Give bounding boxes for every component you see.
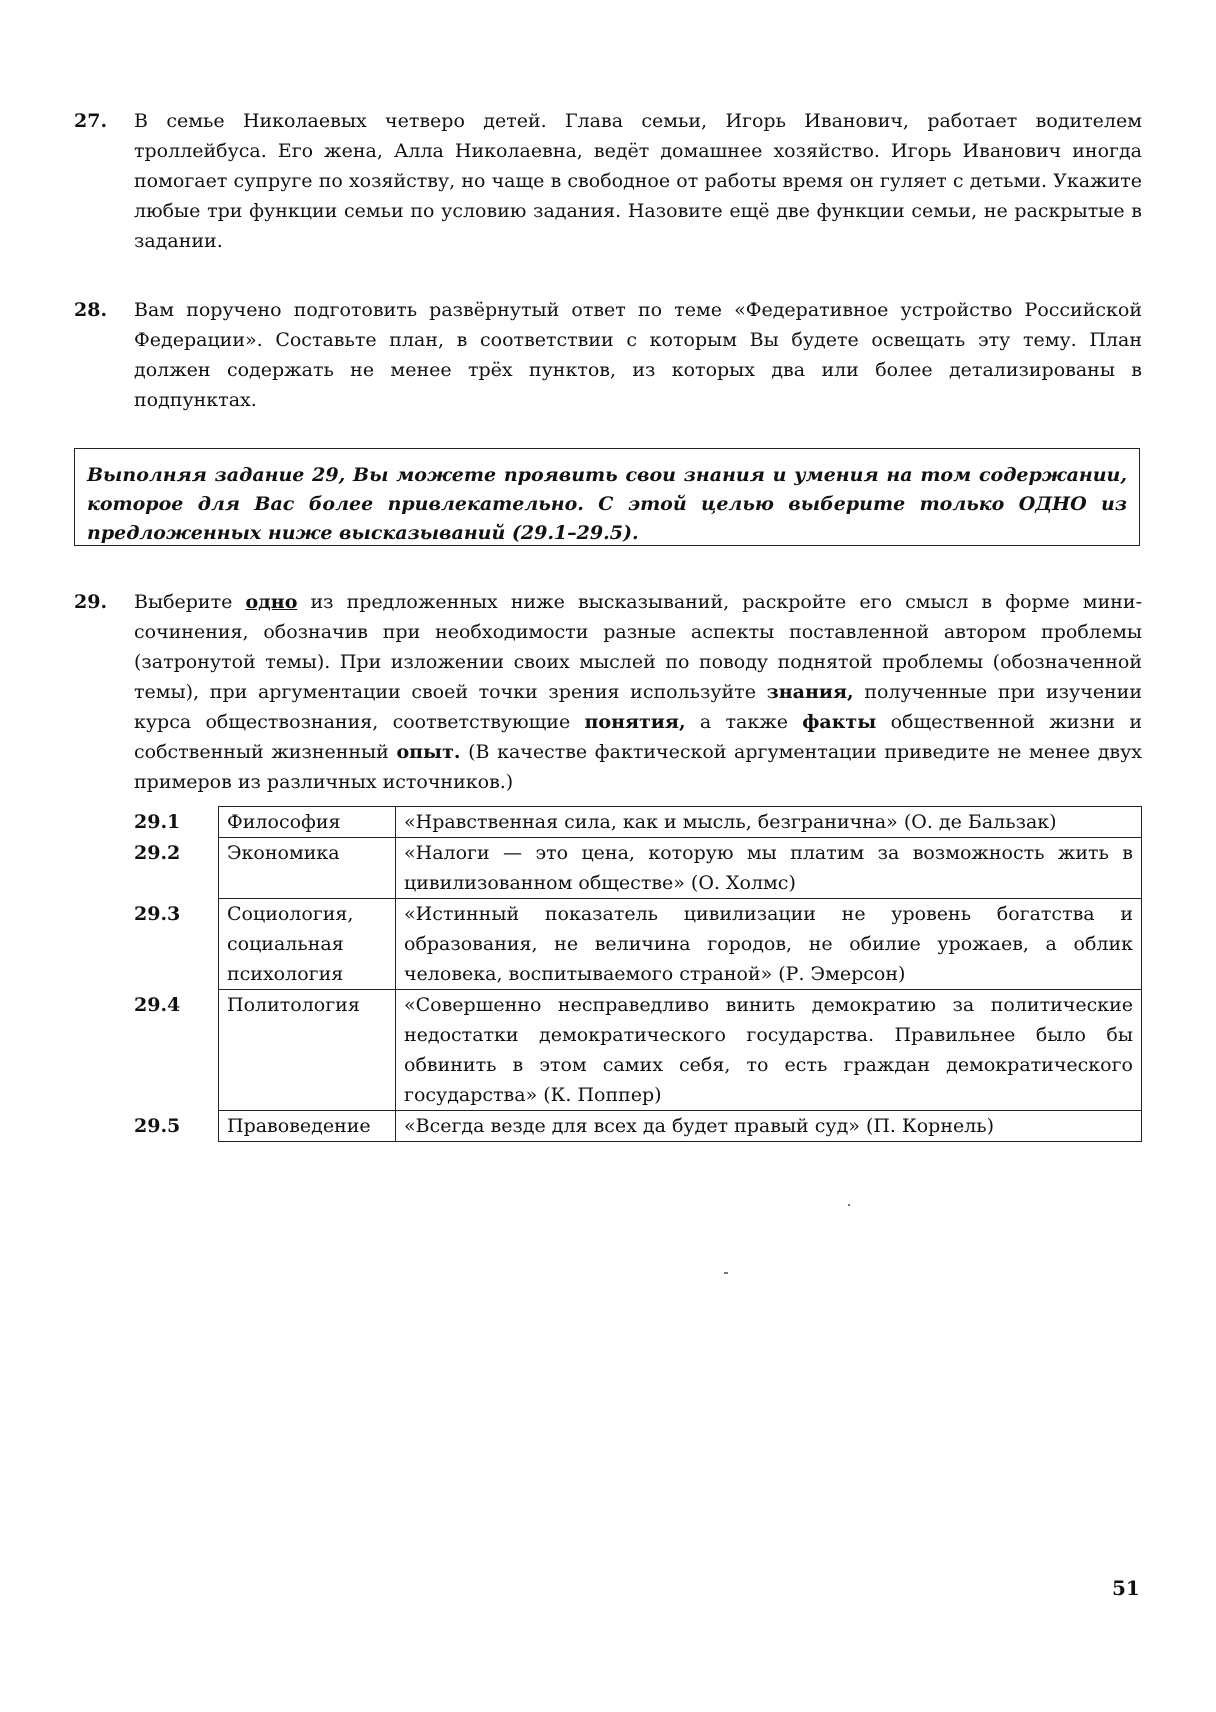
scan-speck bbox=[848, 1204, 850, 1206]
emphasis-facts: факты bbox=[802, 711, 877, 733]
task-28-number: 28. bbox=[74, 299, 108, 321]
instruction-text: Выполняя задание 29, Вы можете проявить свои знания и умения на том содержании, которое для Вас более привлекательно. С этой целью выберите только ОДНО из предложенных ниже высказываний (29.1–29.5). bbox=[87, 464, 1127, 544]
task-29 bbox=[74, 587, 1142, 797]
topic-quote: «Совершенно несправедливо винить демократию за политические недостатки демократического государства. Правильнее было бы обвинить в этом самих себя, то есть граждан демократического государства» (К. Поппер) bbox=[396, 990, 1142, 1111]
scan-speck bbox=[724, 1272, 728, 1274]
emphasis-knowledge: знания, bbox=[766, 681, 854, 703]
task-29-text: Выберите одно из предложенных ниже высказываний, раскройте его смысл в форме мини-сочинения, обозначив при необходимости разные аспекты поставленной автором проблемы (затронутой темы). При изложении своих мыслей по поводу поднятой проблемы (обозначенной темы), при аргументации своей точки зрения используйте знания, полученные при изучении курса обществознания, соответствующие понятия, а также факты общественной жизни и собственный жизненный опыт. (В качестве фактической аргументации приведите не менее двух примеров из различных источников.) bbox=[134, 591, 1143, 793]
task-27 bbox=[74, 106, 1142, 256]
topic-subject: Философия bbox=[219, 807, 396, 838]
topic-row bbox=[124, 899, 1142, 990]
topic-quote: «Налоги — это цена, которую мы платим за возможность жить в цивилизованном обществе» (О. Холмс) bbox=[396, 838, 1142, 899]
topics-table bbox=[124, 806, 1142, 1142]
task-28 bbox=[74, 295, 1142, 415]
task-27-text: В семье Николаевых четверо детей. Глава семьи, Игорь Иванович, работает водителем троллейбуса. Его жена, Алла Николаевна, ведёт домашнее хозяйство. Игорь Иванович иногда помогает супруге по хозяйству, но чаще в свободное от работы время он гуляет с детьми. Укажите любые три функции семьи по условию задания. Назовите ещё две функции семьи, не раскрытые в задании. bbox=[134, 110, 1142, 252]
topic-row bbox=[124, 838, 1142, 899]
topic-number: 29.2 bbox=[134, 841, 181, 864]
topic-quote: «Нравственная сила, как и мысль, безгранична» (О. де Бальзак) bbox=[396, 807, 1142, 838]
topic-subject: Социология, социальная психология bbox=[219, 899, 396, 990]
topic-row bbox=[124, 1111, 1142, 1142]
topic-quote: «Всегда везде для всех да будет правый суд» (П. Корнель) bbox=[396, 1111, 1142, 1142]
emphasis-concepts: понятия, bbox=[584, 711, 686, 733]
task-29-number: 29. bbox=[74, 591, 108, 613]
topic-subject: Политология bbox=[219, 990, 396, 1111]
topic-number: 29.1 bbox=[134, 810, 181, 833]
topic-number: 29.5 bbox=[134, 1114, 181, 1137]
topic-row bbox=[124, 807, 1142, 838]
topic-subject: Правоведение bbox=[219, 1111, 396, 1142]
page-number: 51 bbox=[1112, 1576, 1140, 1600]
topic-number: 29.4 bbox=[134, 993, 181, 1016]
instruction-box bbox=[74, 448, 1140, 546]
topic-quote: «Истинный показатель цивилизации не уровень богатства и образования, не величина городов, не обилие урожаев, а облик человека, воспитываемого страной» (Р. Эмерсон) bbox=[396, 899, 1142, 990]
emphasis-experience: опыт. bbox=[396, 741, 461, 763]
topic-number: 29.3 bbox=[134, 902, 181, 925]
task-27-number: 27. bbox=[74, 110, 108, 132]
topic-row bbox=[124, 990, 1142, 1111]
task-28-text: Вам поручено подготовить развёрнутый ответ по теме «Федеративное устройство Российской Федерации». Составьте план, в соответствии с которым Вы будете освещать эту тему. План должен содержать не менее трёх пунктов, из которых два или более детализированы в подпунктах. bbox=[134, 299, 1142, 411]
emphasis-one: одно bbox=[245, 591, 298, 613]
topic-subject: Экономика bbox=[219, 838, 396, 899]
